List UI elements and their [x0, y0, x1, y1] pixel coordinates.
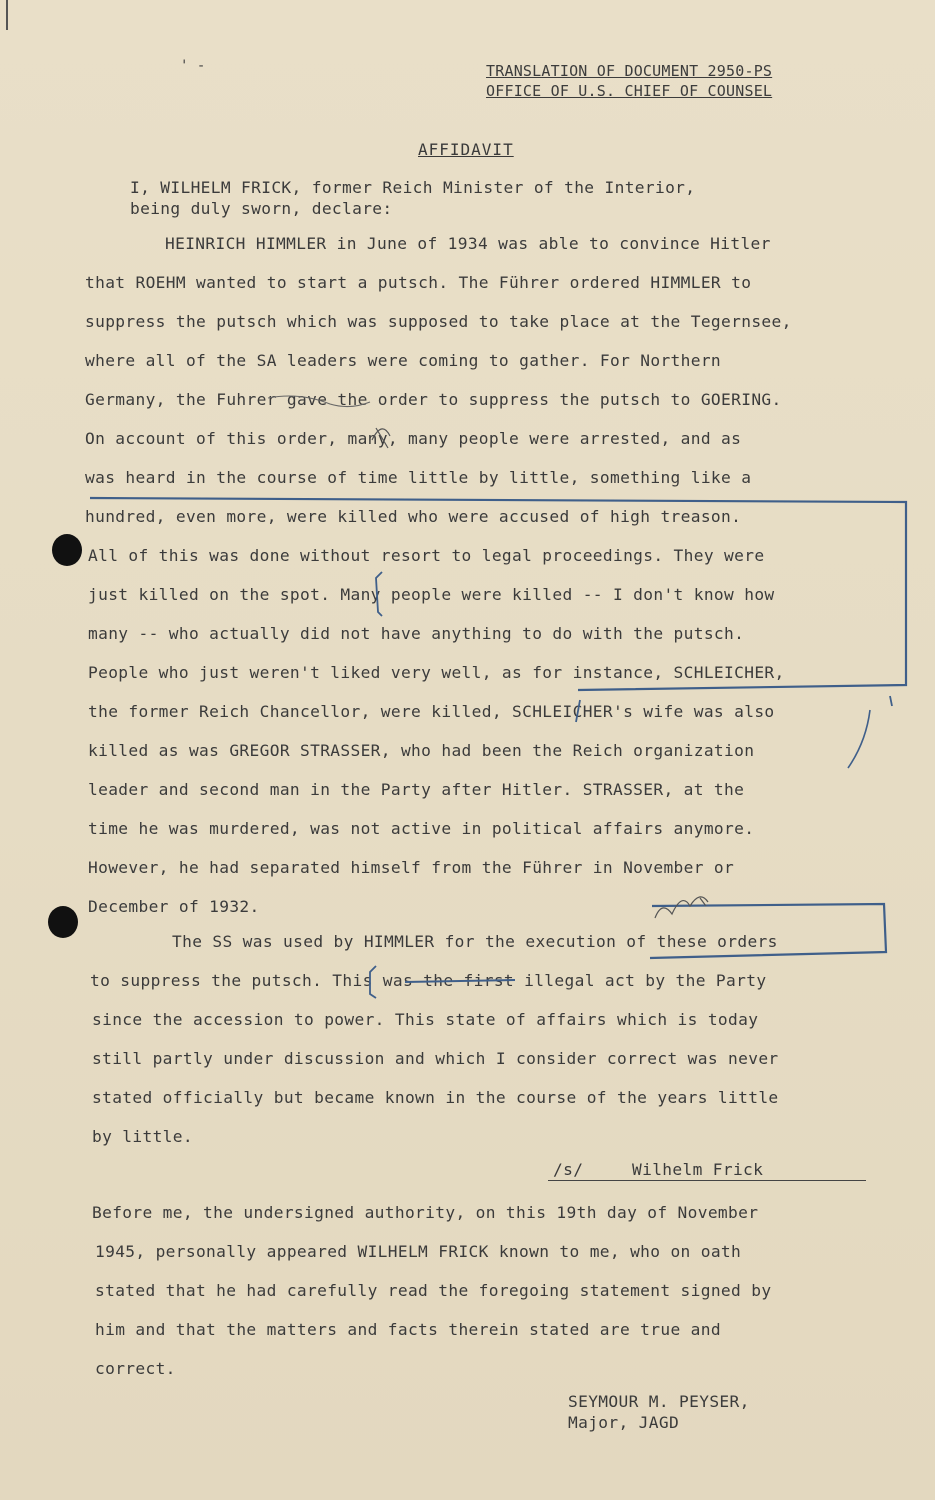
body-line: to suppress the putsch. This was the first illegal act by the Party: [90, 971, 767, 990]
officer-name: SEYMOUR M. PEYSER,: [568, 1392, 750, 1411]
body-line: where all of the SA leaders were coming to gather. For Northern: [85, 351, 722, 370]
bracket-annotation: [650, 904, 886, 958]
officer-rank: Major, JAGD: [568, 1413, 680, 1432]
strikethrough-mark: [405, 980, 515, 982]
body-line: The SS was used by HIMMLER for the execution of these orders: [172, 932, 778, 951]
body-line: by little.: [92, 1127, 193, 1146]
body-line: People who just weren't liked very well, as for instance, SCHLEICHER,: [88, 663, 785, 682]
body-line: was heard in the course of time little by little, something like a: [85, 468, 752, 487]
body-line: still partly under discussion and which I consider correct was never: [92, 1049, 779, 1068]
corner-marks: ' -: [180, 58, 206, 74]
body-line: stated officially but became known in the course of the years little: [92, 1088, 779, 1107]
header-line-1: TRANSLATION OF DOCUMENT 2950-PS: [486, 62, 773, 80]
bracket-annotation: [90, 498, 906, 690]
body-line: many -- who actually did not have anything to do with the putsch.: [88, 624, 745, 643]
intro-line: being duly sworn, declare:: [130, 199, 393, 218]
body-line: suppress the putsch which was supposed to take place at the Tegernsee,: [85, 312, 792, 331]
body-line: hundred, even more, were killed who were accused of high treason.: [85, 507, 742, 526]
certification-line: him and that the matters and facts therein stated are true and: [95, 1320, 721, 1339]
body-line: since the accession to power. This state of affairs which is today: [92, 1010, 759, 1029]
signature-prefix: /s/: [553, 1160, 584, 1179]
body-line: On account of this order, many, many people were arrested, and as: [85, 429, 742, 448]
body-line: December of 1932.: [88, 897, 260, 916]
affidavit-title: AFFIDAVIT: [418, 140, 514, 159]
body-line: that ROEHM wanted to start a putsch. The Führer ordered HIMMLER to: [85, 273, 752, 292]
handwritten-scribble: [655, 897, 708, 918]
bracket-annotation: [890, 696, 892, 706]
bracket-annotation: [576, 700, 580, 722]
certification-line: correct.: [95, 1359, 176, 1378]
intro-line: I, WILHELM FRICK, former Reich Minister of the Interior,: [130, 178, 696, 197]
bracket-annotation: [376, 572, 382, 616]
body-line: All of this was done without resort to legal proceedings. They were: [88, 546, 765, 565]
bracket-annotation: [848, 710, 870, 768]
body-line: leader and second man in the Party after Hitler. STRASSER, at the: [88, 780, 745, 799]
body-line: just killed on the spot. Many people were killed -- I don't know how: [88, 585, 775, 604]
bracket-annotation: [370, 966, 376, 998]
certification-line: stated that he had carefully read the foregoing statement signed by: [95, 1281, 772, 1300]
handwritten-scribble: [372, 428, 390, 448]
handwritten-scribble: [268, 396, 370, 407]
body-line: However, he had separated himself from the Führer in November or: [88, 858, 735, 877]
signature-name: Wilhelm Frick: [632, 1160, 764, 1179]
certification-line: 1945, personally appeared WILHELM FRICK known to me, who on oath: [95, 1242, 742, 1261]
body-line: killed as was GREGOR STRASSER, who had been the Reich organization: [88, 741, 755, 760]
body-line: time he was murdered, was not active in political affairs anymore.: [88, 819, 755, 838]
body-line: the former Reich Chancellor, were killed, SCHLEICHER's wife was also: [88, 702, 775, 721]
body-line: Germany, the Fuhrer gave the order to suppress the putsch to GOERING.: [85, 390, 782, 409]
header-line-2: OFFICE OF U.S. CHIEF OF COUNSEL: [486, 82, 773, 100]
certification-line: Before me, the undersigned authority, on this 19th day of November: [92, 1203, 759, 1222]
body-line: HEINRICH HIMMLER in June of 1934 was able to convince Hitler: [165, 234, 771, 253]
